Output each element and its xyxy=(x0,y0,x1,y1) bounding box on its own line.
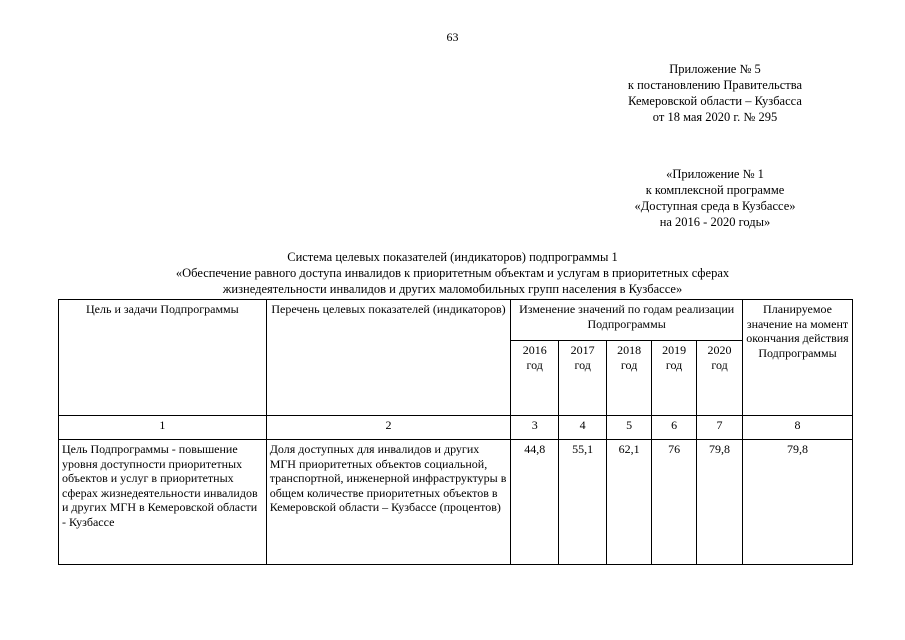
indicators-table xyxy=(58,299,853,565)
appendix-5-header xyxy=(600,61,830,125)
title-line: жизнедеятельности инвалидов и других маломобильных групп населения в Кузбассе» xyxy=(222,282,683,296)
column-number: 6 xyxy=(652,416,697,440)
column-number: 7 xyxy=(697,416,743,440)
document-title xyxy=(60,249,845,297)
header-year: 2020 год xyxy=(697,341,743,416)
header-year: 2016 год xyxy=(511,341,559,416)
header-change: Изменение значений по годам реализации Подпрограммы xyxy=(511,300,743,341)
header-year: 2019 год xyxy=(652,341,697,416)
title-line: Система целевых показателей (индикаторов) подпрограммы 1 xyxy=(287,250,618,264)
value-2016: 44,8 xyxy=(511,440,559,565)
header-indicators: Перечень целевых показателей (индикаторов) xyxy=(266,300,511,416)
header-goal: Цель и задачи Подпрограммы xyxy=(59,300,267,416)
column-number: 3 xyxy=(511,416,559,440)
header-year: 2017 год xyxy=(559,341,607,416)
appendix-1-line: «Приложение № 1 xyxy=(666,167,764,181)
appendix-1-line: на 2016 - 2020 годы» xyxy=(659,215,771,229)
table-row xyxy=(59,440,853,565)
column-number: 1 xyxy=(59,416,267,440)
header-planned: Планируемое значение на момент окончания действия Подпрограммы xyxy=(743,300,853,416)
value-2017: 55,1 xyxy=(559,440,607,565)
column-number: 5 xyxy=(607,416,652,440)
appendix-5-line: Кемеровской области – Кузбасса xyxy=(628,94,802,108)
indicator-cell: Доля доступных для инвалидов и других МГН приоритетных объектов социальной, транспортной, инженерной инфраструктуры в общем количестве приоритетных объектов в Кемеровской области – Кузбассе (процентов) xyxy=(266,440,511,565)
appendix-5-line: от 18 мая 2020 г. № 295 xyxy=(652,110,778,124)
column-number: 4 xyxy=(559,416,607,440)
goal-cell: Цель Подпрограммы - повышение уровня доступности приоритетных объектов и услуг в приоритетных сферах жизнедеятельности инвалидов и других МГН в Кемеровской области - Кузбассе xyxy=(59,440,267,565)
column-number: 8 xyxy=(743,416,853,440)
appendix-1-header xyxy=(600,166,830,230)
value-2020: 79,8 xyxy=(697,440,743,565)
planned-value: 79,8 xyxy=(743,440,853,565)
header-year: 2018 год xyxy=(607,341,652,416)
appendix-1-line: «Доступная среда в Кузбассе» xyxy=(634,199,796,213)
value-2018: 62,1 xyxy=(607,440,652,565)
page-number: 63 xyxy=(446,30,459,44)
value-2019: 76 xyxy=(652,440,697,565)
appendix-5-line: к постановлению Правительства xyxy=(627,78,803,92)
column-number: 2 xyxy=(266,416,511,440)
appendix-5-line: Приложение № 5 xyxy=(669,62,761,76)
title-line: «Обеспечение равного доступа инвалидов к приоритетным объектам и услугам в приоритетных сферах xyxy=(175,266,730,280)
appendix-1-line: к комплексной программе xyxy=(645,183,785,197)
